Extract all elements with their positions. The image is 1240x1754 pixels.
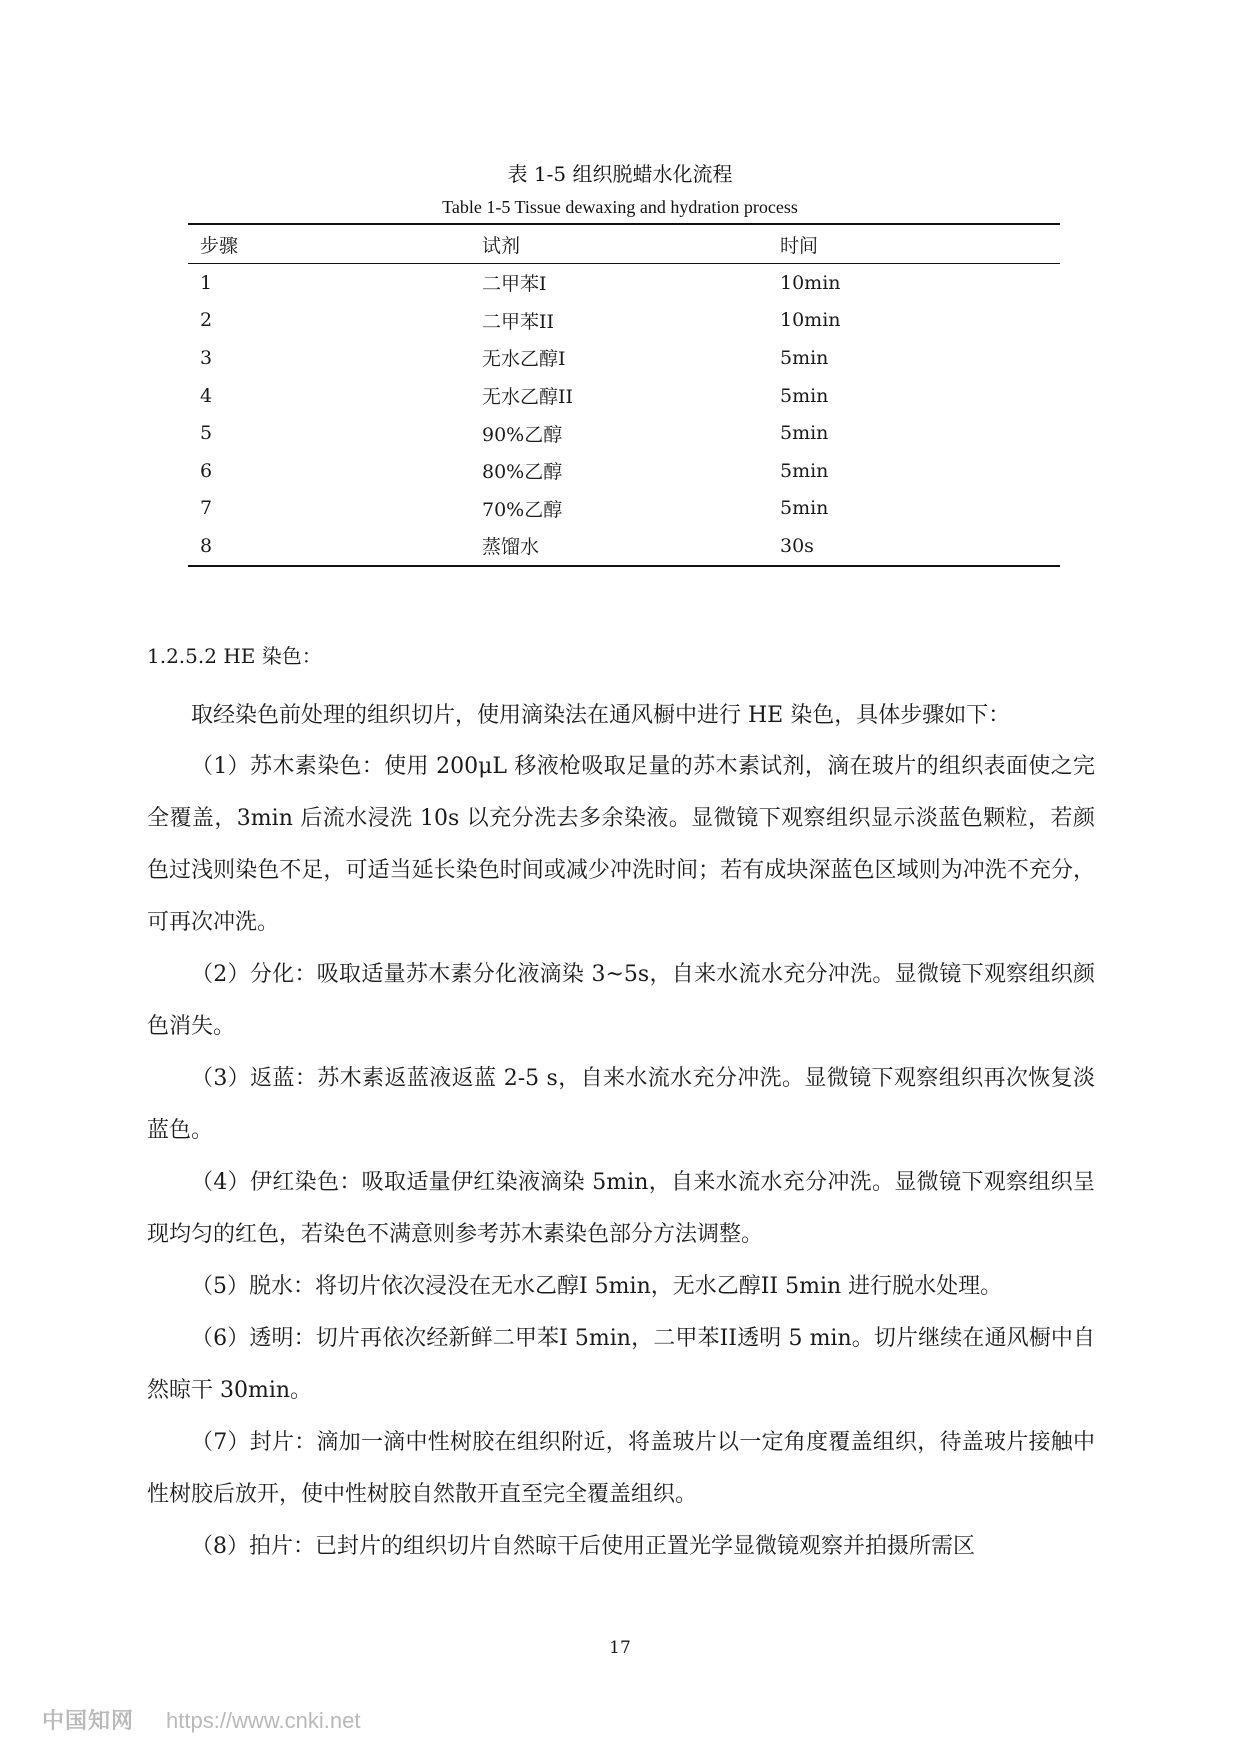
- cell-step: 1: [200, 271, 213, 294]
- cell-time: 10min: [780, 309, 841, 332]
- header-reagent: 试剂: [470, 224, 768, 264]
- cell-time: 5min: [780, 497, 829, 520]
- watermark: [42, 1704, 360, 1735]
- paragraph-step-8: （8）拍片：已封片的组织切片自然晾干后使用正置光学显微镜观察并拍摄所需区: [191, 1534, 975, 1559]
- cell-step: 8: [188, 527, 470, 566]
- table-caption-cn: 表 1-5 组织脱蜡水化流程: [507, 162, 733, 186]
- cell-reagent: 蒸馏水: [470, 527, 768, 566]
- cell-step: 2: [200, 309, 213, 332]
- section-heading: 1.2.5.2 HE 染色：: [147, 644, 322, 668]
- paragraph-step-5: （5）脱水：将切片依次浸没在无水乙醇I 5min，无水乙醇II 5min 进行脱水处理。: [191, 1274, 1003, 1299]
- watermark-logo: 中国知网: [42, 1708, 135, 1733]
- paragraph-step-2: （2）分化：吸取适量苏木素分化液滴染 3~5s，自来水流水充分冲洗。显微镜下观察组织颜色消失。: [147, 962, 1095, 1039]
- cell-time: 10min: [780, 271, 841, 294]
- paragraph-step-3: （3）返蓝：苏木素返蓝液返蓝 2-5 s，自来水流水充分冲洗。显微镜下观察组织再次恢复淡蓝色。: [147, 1066, 1095, 1143]
- paragraph-step-7: （7）封片：滴加一滴中性树胶在组织附近，将盖玻片以一定角度覆盖组织，待盖玻片接触中性树胶后放开，使中性树胶自然散开直至完全覆盖组织。: [147, 1430, 1095, 1507]
- cell-time: 5min: [780, 459, 829, 482]
- cell-step: 4: [200, 384, 213, 407]
- cell-time: 30s: [768, 527, 1060, 566]
- table-row: [188, 490, 1060, 528]
- cell-reagent: 二甲苯I: [482, 273, 547, 296]
- table-row: [188, 414, 1060, 452]
- cell-step: 5: [200, 422, 213, 445]
- cell-reagent: 90%乙醇: [482, 423, 563, 446]
- cell-time: 5min: [780, 422, 829, 445]
- paragraph-step-1: （1）苏木素染色：使用 200μL 移液枪吸取足量的苏木素试剂，滴在玻片的组织表面使之完全覆盖，3min 后流水浸洗 10s 以充分洗去多余染液。显微镜下观察组织显示淡蓝色颗粒，若颜色过浅则染色不足，可适当延长染色时间或减少冲洗时间；若有成块深蓝色区域则为冲洗不充分，可再次冲洗。: [147, 754, 1095, 935]
- cell-reagent: 70%乙醇: [482, 498, 563, 521]
- table-row: [188, 339, 1060, 377]
- cell-reagent: 无水乙醇I: [482, 348, 566, 371]
- header-step: 步骤: [188, 224, 470, 264]
- watermark-url: https://www.cnki.net: [166, 1708, 361, 1733]
- cell-step: 7: [200, 497, 213, 520]
- table-row: [188, 452, 1060, 490]
- table-header-row: [188, 224, 1060, 264]
- cell-time: 5min: [780, 384, 829, 407]
- dewaxing-table: [188, 223, 1060, 567]
- cell-time: 5min: [780, 346, 829, 369]
- table-row: [188, 527, 1060, 566]
- cell-step: 3: [200, 346, 213, 369]
- cell-step: 6: [200, 459, 213, 482]
- cell-reagent: 无水乙醇II: [482, 386, 574, 409]
- paragraph-step-6: （6）透明：切片再依次经新鲜二甲苯I 5min，二甲苯II透明 5 min。切片继续在通风橱中自然晾干 30min。: [147, 1326, 1095, 1403]
- table-caption-en: Table 1-5 Tissue dewaxing and hydration process: [442, 197, 798, 217]
- cell-reagent: 80%乙醇: [482, 461, 563, 484]
- table-row: [188, 377, 1060, 415]
- page-number: 17: [609, 1638, 631, 1658]
- header-time: 时间: [768, 224, 1060, 264]
- paragraph-step-4: （4）伊红染色：吸取适量伊红染液滴染 5min，自来水流水充分冲洗。显微镜下观察组织呈现均匀的红色，若染色不满意则参考苏木素染色部分方法调整。: [147, 1170, 1095, 1247]
- table-row: [188, 302, 1060, 340]
- paragraph-intro: 取经染色前处理的组织切片，使用滴染法在通风橱中进行 HE 染色，具体步骤如下：: [191, 703, 1011, 728]
- table-row: [188, 264, 1060, 302]
- cell-reagent: 二甲苯II: [482, 310, 555, 333]
